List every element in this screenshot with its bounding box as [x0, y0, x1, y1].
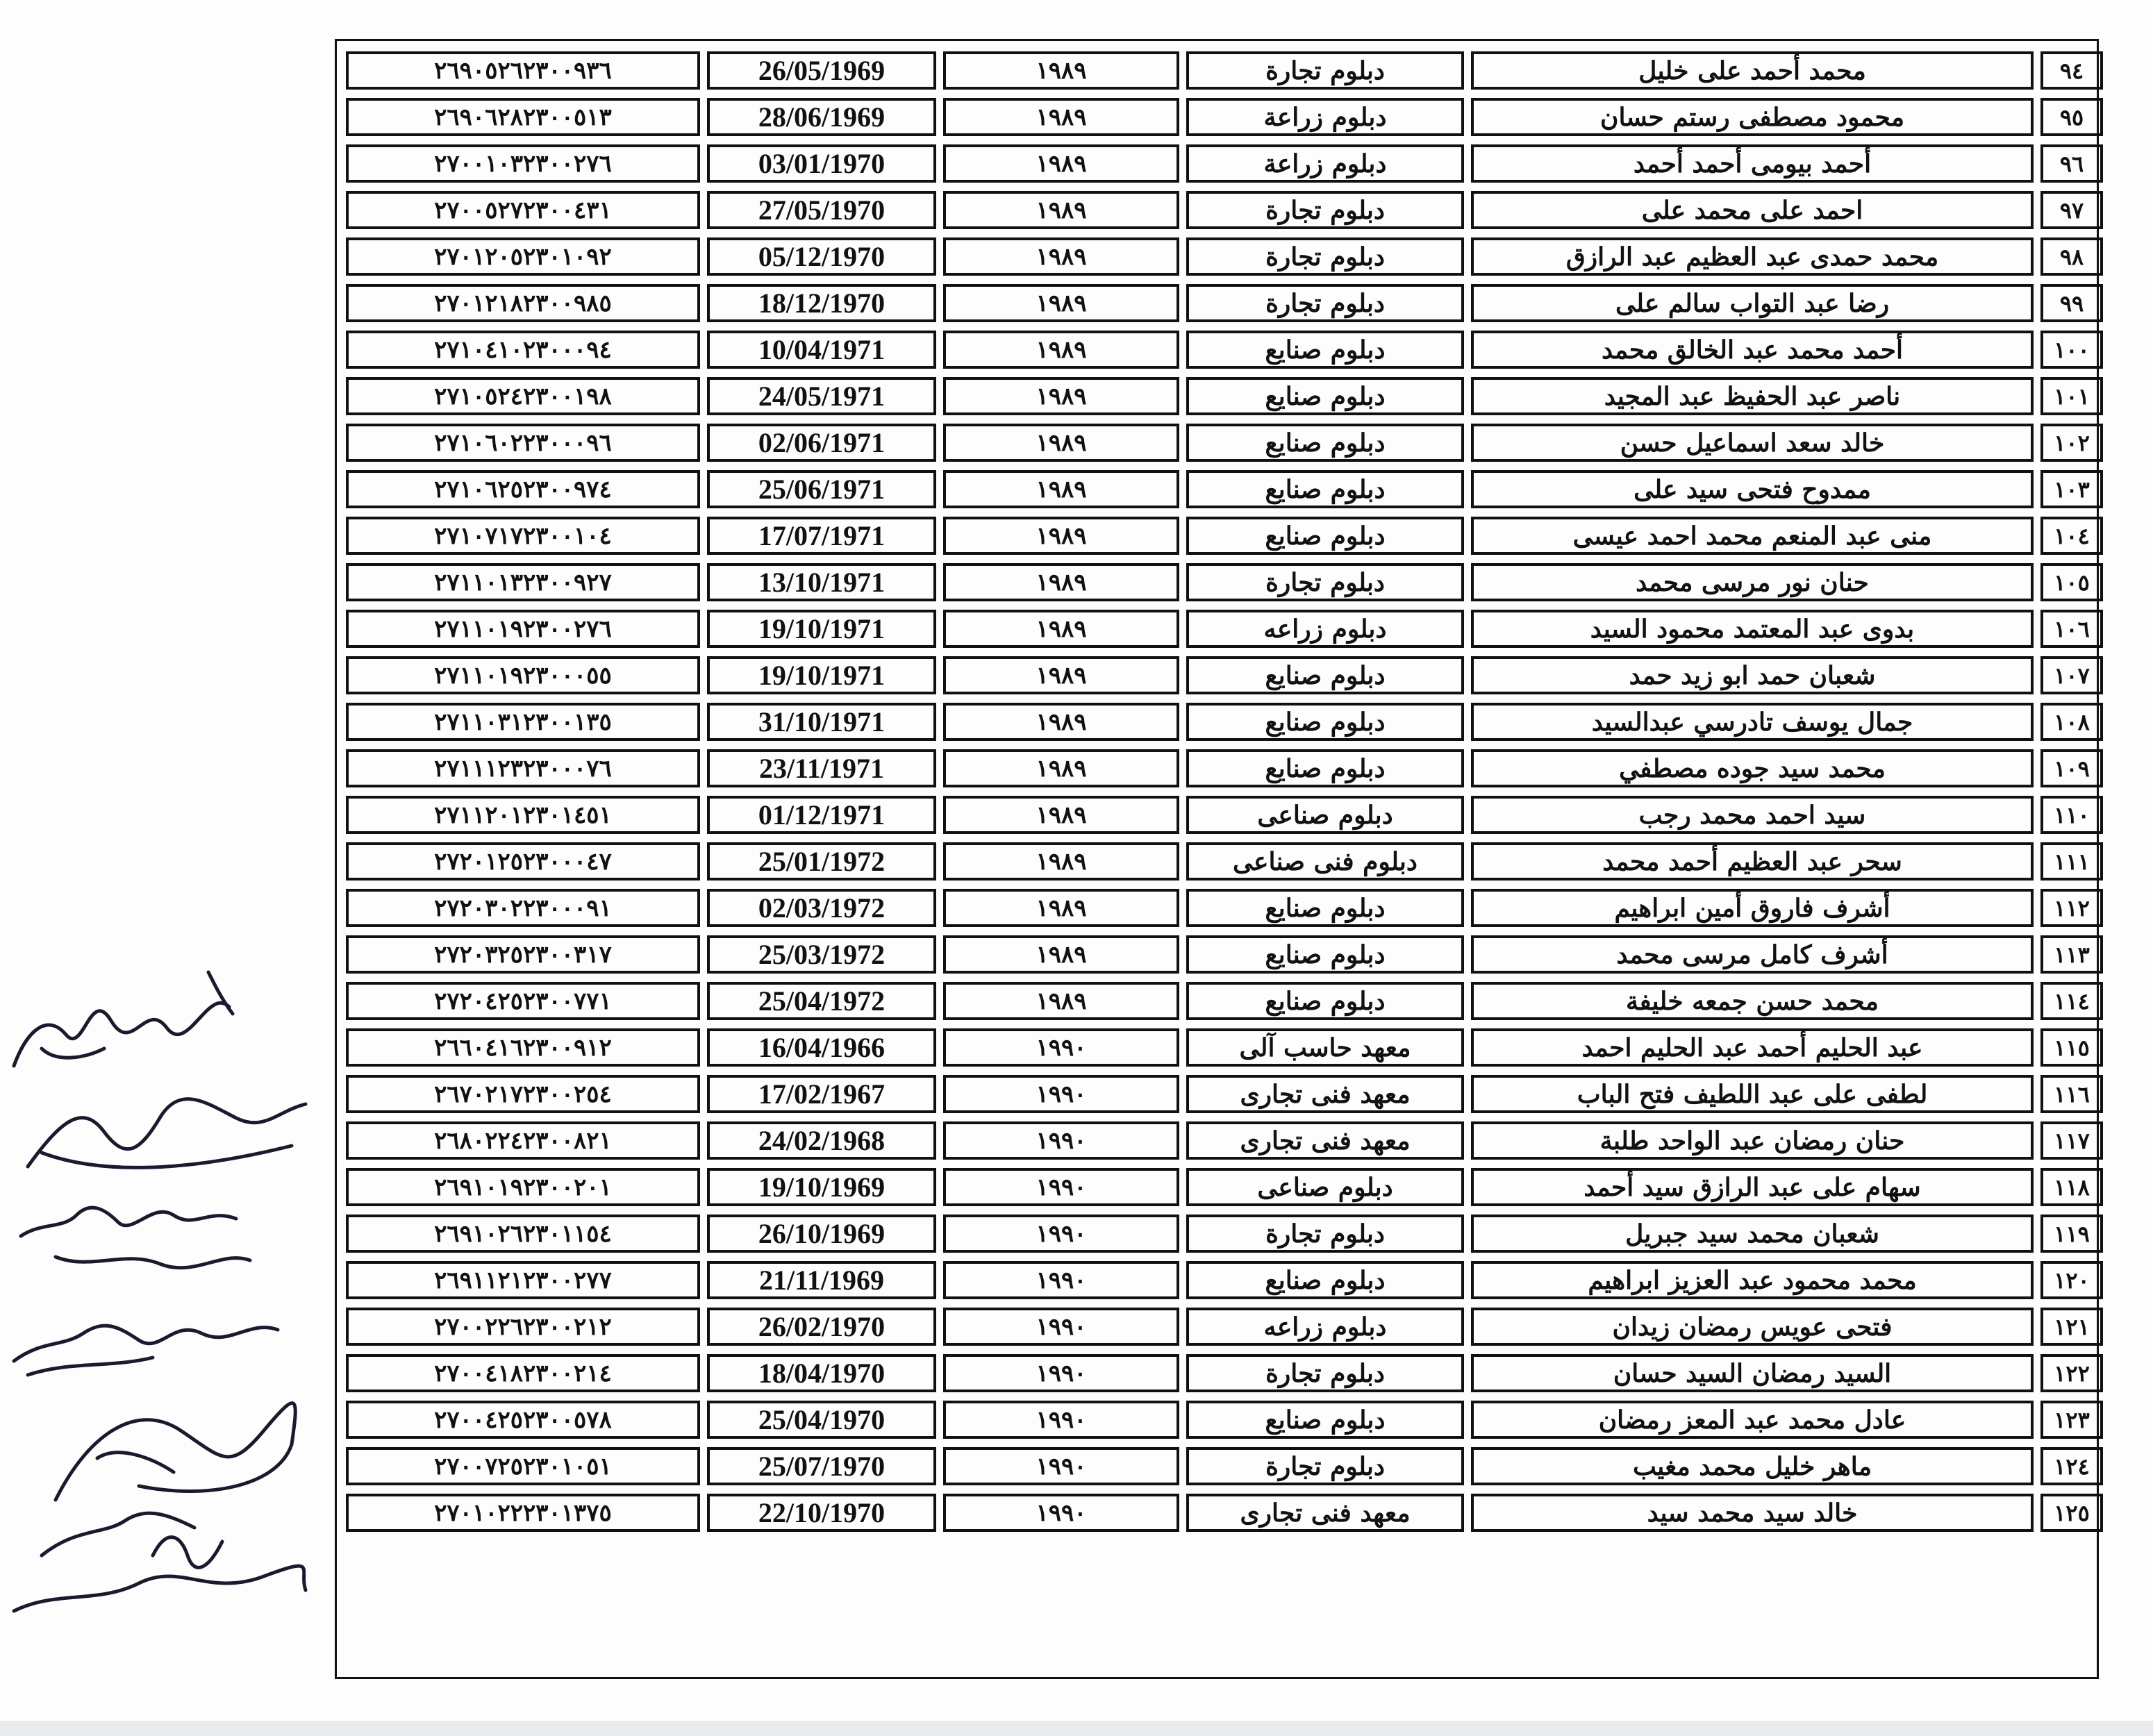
row-number-cell: ١٠٩ [2040, 749, 2103, 787]
birth-date-cell: 19/10/1971 [707, 610, 936, 648]
qualification-cell: دبلوم تجارة [1186, 51, 1464, 90]
full-name-cell: ممدوح فتحى سيد على [1471, 470, 2034, 508]
national-id-cell: ٢٧١١١٢٣٢٣٠٠٠٧٦ [346, 749, 700, 787]
graduation-year-cell: ١٩٩٠ [943, 1401, 1179, 1439]
qualification-cell: معهد فنى تجارى [1186, 1121, 1464, 1160]
table-row [346, 517, 2103, 555]
full-name-cell: محمود مصطفى رستم حسان [1471, 98, 2034, 136]
full-name-cell: سهام على عبد الرازق سيد أحمد [1471, 1168, 2034, 1206]
national-id-cell: ٢٧٠٠١٠٣٢٣٠٠٢٧٦ [346, 144, 700, 183]
qualification-cell: دبلوم زراعه [1186, 610, 1464, 648]
full-name-cell: أشرف كامل مرسى محمد [1471, 935, 2034, 974]
row-number-cell: ١١٨ [2040, 1168, 2103, 1206]
graduation-year-cell: ١٩٩٠ [943, 1121, 1179, 1160]
row-number-cell: ١١٠ [2040, 796, 2103, 834]
row-number-cell: ٩٨ [2040, 237, 2103, 276]
graduation-year-cell: ١٩٨٩ [943, 51, 1179, 90]
table-row [346, 98, 2103, 136]
graduation-year-cell: ١٩٨٩ [943, 703, 1179, 741]
birth-date-cell: 18/04/1970 [707, 1354, 936, 1392]
qualification-cell: دبلوم صناعى [1186, 1168, 1464, 1206]
qualification-cell: دبلوم صنايع [1186, 517, 1464, 555]
graduation-year-cell: ١٩٨٩ [943, 237, 1179, 276]
table-row [346, 656, 2103, 694]
table-row [346, 1075, 2103, 1113]
full-name-cell: أشرف فاروق أمين ابراهيم [1471, 889, 2034, 927]
national-id-cell: ٢٧٠٠٥٢٧٢٣٠٠٤٣١ [346, 191, 700, 229]
national-id-cell: ٢٦٩١٠١٩٢٣٠٠٢٠١ [346, 1168, 700, 1206]
table-row [346, 982, 2103, 1020]
birth-date-cell: 26/05/1969 [707, 51, 936, 90]
graduation-year-cell: ١٩٨٩ [943, 517, 1179, 555]
row-number-cell: ١١٩ [2040, 1215, 2103, 1253]
graduation-year-cell: ١٩٨٩ [943, 935, 1179, 974]
table-row [346, 1494, 2103, 1532]
qualification-cell: دبلوم صنايع [1186, 703, 1464, 741]
national-id-cell: ٢٦٩٠٥٢٦٢٣٠٠٩٣٦ [346, 51, 700, 90]
full-name-cell: خالد سعد اسماعيل حسن [1471, 424, 2034, 462]
birth-date-cell: 25/04/1970 [707, 1401, 936, 1439]
full-name-cell: سيد احمد محمد رجب [1471, 796, 2034, 834]
birth-date-cell: 23/11/1971 [707, 749, 936, 787]
qualification-cell: دبلوم صنايع [1186, 656, 1464, 694]
national-id-cell: ٢٧٠٠٢٢٦٢٣٠٠٢١٢ [346, 1308, 700, 1346]
graduation-year-cell: ١٩٨٩ [943, 982, 1179, 1020]
graduation-year-cell: ١٩٩٠ [943, 1075, 1179, 1113]
qualification-cell: دبلوم صناعى [1186, 796, 1464, 834]
table-row [346, 51, 2103, 90]
table-row [346, 1354, 2103, 1392]
table-row [346, 935, 2103, 974]
birth-date-cell: 21/11/1969 [707, 1261, 936, 1299]
full-name-cell: جمال يوسف تادرسي عبدالسيد [1471, 703, 2034, 741]
table-row [346, 284, 2103, 322]
graduation-year-cell: ١٩٨٩ [943, 331, 1179, 369]
row-number-cell: ١٢٥ [2040, 1494, 2103, 1532]
national-id-cell: ٢٦٧٠٢١٧٢٣٠٠٢٥٤ [346, 1075, 700, 1113]
birth-date-cell: 17/07/1971 [707, 517, 936, 555]
birth-date-cell: 02/06/1971 [707, 424, 936, 462]
graduation-year-cell: ١٩٩٠ [943, 1494, 1179, 1532]
birth-date-cell: 25/03/1972 [707, 935, 936, 974]
row-number-cell: ١١٦ [2040, 1075, 2103, 1113]
row-number-cell: ٩٦ [2040, 144, 2103, 183]
full-name-cell: محمد حسن جمعه خليفة [1471, 982, 2034, 1020]
national-id-cell: ٢٧٢٠١٢٥٢٣٠٠٠٤٧ [346, 842, 700, 880]
birth-date-cell: 19/10/1971 [707, 656, 936, 694]
national-id-cell: ٢٧١٠٤١٠٢٣٠٠٠٩٤ [346, 331, 700, 369]
table-row [346, 563, 2103, 601]
graduation-year-cell: ١٩٨٩ [943, 191, 1179, 229]
graduation-year-cell: ١٩٨٩ [943, 749, 1179, 787]
row-number-cell: ١٢١ [2040, 1308, 2103, 1346]
qualification-cell: دبلوم صنايع [1186, 377, 1464, 415]
graduation-year-cell: ١٩٨٩ [943, 424, 1179, 462]
national-id-cell: ٢٧١٠٦٢٥٢٣٠٠٩٧٤ [346, 470, 700, 508]
graduation-year-cell: ١٩٨٩ [943, 842, 1179, 880]
row-number-cell: ١٢٤ [2040, 1447, 2103, 1485]
row-number-cell: ١١١ [2040, 842, 2103, 880]
full-name-cell: شعبان حمد ابو زيد حمد [1471, 656, 2034, 694]
table-row [346, 842, 2103, 880]
table-row [346, 1401, 2103, 1439]
table-row [346, 1121, 2103, 1160]
row-number-cell: ١٢٣ [2040, 1401, 2103, 1439]
birth-date-cell: 22/10/1970 [707, 1494, 936, 1532]
graduation-year-cell: ١٩٨٩ [943, 98, 1179, 136]
graduation-year-cell: ١٩٩٠ [943, 1261, 1179, 1299]
full-name-cell: محمد محمود عبد العزيز ابراهيم [1471, 1261, 2034, 1299]
qualification-cell: دبلوم زراعه [1186, 1308, 1464, 1346]
records-table [339, 43, 2110, 1540]
qualification-cell: دبلوم صنايع [1186, 1261, 1464, 1299]
national-id-cell: ٢٧٢٠٣٠٢٢٣٠٠٠٩١ [346, 889, 700, 927]
birth-date-cell: 31/10/1971 [707, 703, 936, 741]
qualification-cell: دبلوم صنايع [1186, 982, 1464, 1020]
qualification-cell: معهد حاسب آلى [1186, 1028, 1464, 1067]
full-name-cell: محمد حمدى عبد العظيم عبد الرازق [1471, 237, 2034, 276]
qualification-cell: معهد فنى تجارى [1186, 1075, 1464, 1113]
table-row [346, 237, 2103, 276]
full-name-cell: عبد الحليم أحمد عبد الحليم احمد [1471, 1028, 2034, 1067]
table-row [346, 1261, 2103, 1299]
table-row [346, 1215, 2103, 1253]
row-number-cell: ١٠٧ [2040, 656, 2103, 694]
row-number-cell: ١٠٨ [2040, 703, 2103, 741]
table-row [346, 796, 2103, 834]
full-name-cell: ماهر خليل محمد مغيب [1471, 1447, 2034, 1485]
full-name-cell: بدوى عبد المعتمد محمود السيد [1471, 610, 2034, 648]
graduation-year-cell: ١٩٩٠ [943, 1028, 1179, 1067]
row-number-cell: ١١٧ [2040, 1121, 2103, 1160]
row-number-cell: ١٠٣ [2040, 470, 2103, 508]
national-id-cell: ٢٧٢٠٣٢٥٢٣٠٠٣١٧ [346, 935, 700, 974]
row-number-cell: ٩٥ [2040, 98, 2103, 136]
national-id-cell: ٢٧٠١٠٢٢٢٣٠١٣٧٥ [346, 1494, 700, 1532]
row-number-cell: ١٠٠ [2040, 331, 2103, 369]
full-name-cell: حنان نور مرسى محمد [1471, 563, 2034, 601]
graduation-year-cell: ١٩٩٠ [943, 1215, 1179, 1253]
national-id-cell: ٢٧١١٠١٣٢٣٠٠٩٢٧ [346, 563, 700, 601]
row-number-cell: ١٠١ [2040, 377, 2103, 415]
birth-date-cell: 18/12/1970 [707, 284, 936, 322]
table-row [346, 703, 2103, 741]
row-number-cell: ١٢٢ [2040, 1354, 2103, 1392]
full-name-cell: محمد أحمد على خليل [1471, 51, 2034, 90]
table-row [346, 749, 2103, 787]
qualification-cell: معهد فنى تجارى [1186, 1494, 1464, 1532]
national-id-cell: ٢٧١٠٥٢٤٢٣٠٠١٩٨ [346, 377, 700, 415]
graduation-year-cell: ١٩٩٠ [943, 1308, 1179, 1346]
full-name-cell: حنان رمضان عبد الواحد طلبة [1471, 1121, 2034, 1160]
full-name-cell: ناصر عبد الحفيظ عبد المجيد [1471, 377, 2034, 415]
qualification-cell: دبلوم زراعة [1186, 144, 1464, 183]
full-name-cell: شعبان محمد سيد جبريل [1471, 1215, 2034, 1253]
qualification-cell: دبلوم تجارة [1186, 237, 1464, 276]
row-number-cell: ١٠٤ [2040, 517, 2103, 555]
qualification-cell: دبلوم صنايع [1186, 1401, 1464, 1439]
national-id-cell: ٢٧١١٠١٩٢٣٠٠٢٧٦ [346, 610, 700, 648]
graduation-year-cell: ١٩٨٩ [943, 377, 1179, 415]
row-number-cell: ١٠٦ [2040, 610, 2103, 648]
qualification-cell: دبلوم صنايع [1186, 935, 1464, 974]
row-number-cell: ١١٥ [2040, 1028, 2103, 1067]
row-number-cell: ١٠٥ [2040, 563, 2103, 601]
national-id-cell: ٢٦٩١١٢١٢٣٠٠٢٧٧ [346, 1261, 700, 1299]
birth-date-cell: 17/02/1967 [707, 1075, 936, 1113]
table-row [346, 1308, 2103, 1346]
qualification-cell: دبلوم صنايع [1186, 749, 1464, 787]
graduation-year-cell: ١٩٩٠ [943, 1168, 1179, 1206]
table-row [346, 331, 2103, 369]
qualification-cell: دبلوم تجارة [1186, 191, 1464, 229]
birth-date-cell: 26/10/1969 [707, 1215, 936, 1253]
birth-date-cell: 28/06/1969 [707, 98, 936, 136]
handwritten-signatures [0, 944, 326, 1639]
birth-date-cell: 25/01/1972 [707, 842, 936, 880]
records-table-body [346, 51, 2103, 1532]
qualification-cell: دبلوم تجارة [1186, 1447, 1464, 1485]
table-row [346, 1028, 2103, 1067]
table-row [346, 191, 2103, 229]
birth-date-cell: 26/02/1970 [707, 1308, 936, 1346]
national-id-cell: ٢٧١١٠١٩٢٣٠٠٠٥٥ [346, 656, 700, 694]
national-id-cell: ٢٧١٠٧١٧٢٣٠٠١٠٤ [346, 517, 700, 555]
birth-date-cell: 24/05/1971 [707, 377, 936, 415]
graduation-year-cell: ١٩٨٩ [943, 656, 1179, 694]
qualification-cell: دبلوم تجارة [1186, 1215, 1464, 1253]
qualification-cell: دبلوم تجارة [1186, 1354, 1464, 1392]
row-number-cell: ٩٤ [2040, 51, 2103, 90]
graduation-year-cell: ١٩٩٠ [943, 1447, 1179, 1485]
table-row [346, 377, 2103, 415]
full-name-cell: محمد سيد جوده مصطفي [1471, 749, 2034, 787]
graduation-year-cell: ١٩٨٩ [943, 563, 1179, 601]
qualification-cell: دبلوم صنايع [1186, 331, 1464, 369]
table-row [346, 144, 2103, 183]
birth-date-cell: 25/07/1970 [707, 1447, 936, 1485]
graduation-year-cell: ١٩٨٩ [943, 796, 1179, 834]
graduation-year-cell: ١٩٨٩ [943, 470, 1179, 508]
full-name-cell: أحمد بيومى أحمد أحمد [1471, 144, 2034, 183]
full-name-cell: عادل محمد عبد المعز رمضان [1471, 1401, 2034, 1439]
full-name-cell: خالد سيد محمد سيد [1471, 1494, 2034, 1532]
birth-date-cell: 27/05/1970 [707, 191, 936, 229]
birth-date-cell: 10/04/1971 [707, 331, 936, 369]
scan-bottom-strip [0, 1721, 2153, 1736]
row-number-cell: ١١٣ [2040, 935, 2103, 974]
full-name-cell: منى عبد المنعم محمد احمد عيسى [1471, 517, 2034, 555]
birth-date-cell: 25/06/1971 [707, 470, 936, 508]
row-number-cell: ١١٤ [2040, 982, 2103, 1020]
row-number-cell: ١١٢ [2040, 889, 2103, 927]
graduation-year-cell: ١٩٨٩ [943, 889, 1179, 927]
qualification-cell: دبلوم زراعة [1186, 98, 1464, 136]
birth-date-cell: 19/10/1969 [707, 1168, 936, 1206]
qualification-cell: دبلوم تجارة [1186, 284, 1464, 322]
national-id-cell: ٢٧٠٠٧٢٥٢٣٠١٠٥١ [346, 1447, 700, 1485]
national-id-cell: ٢٧٠٠٤٢٥٢٣٠٠٥٧٨ [346, 1401, 700, 1439]
full-name-cell: رضا عبد التواب سالم على [1471, 284, 2034, 322]
national-id-cell: ٢٧١١٠٣١٢٣٠٠١٣٥ [346, 703, 700, 741]
full-name-cell: السيد رمضان السيد حسان [1471, 1354, 2034, 1392]
qualification-cell: دبلوم صنايع [1186, 470, 1464, 508]
graduation-year-cell: ١٩٨٩ [943, 144, 1179, 183]
national-id-cell: ٢٧٢٠٤٢٥٢٣٠٠٧٧١ [346, 982, 700, 1020]
national-id-cell: ٢٧٠٠٤١٨٢٣٠٠٢١٤ [346, 1354, 700, 1392]
graduation-year-cell: ١٩٨٩ [943, 610, 1179, 648]
full-name-cell: لطفى على عبد اللطيف فتح الباب [1471, 1075, 2034, 1113]
birth-date-cell: 03/01/1970 [707, 144, 936, 183]
full-name-cell: فتحى عويس رمضان زيدان [1471, 1308, 2034, 1346]
graduation-year-cell: ١٩٨٩ [943, 284, 1179, 322]
national-id-cell: ٢٧١٠٦٠٢٢٣٠٠٠٩٦ [346, 424, 700, 462]
birth-date-cell: 02/03/1972 [707, 889, 936, 927]
qualification-cell: دبلوم صنايع [1186, 424, 1464, 462]
table-row [346, 1168, 2103, 1206]
table-row [346, 610, 2103, 648]
qualification-cell: دبلوم فنى صناعى [1186, 842, 1464, 880]
national-id-cell: ٢٧٠١٢٠٥٢٣٠١٠٩٢ [346, 237, 700, 276]
national-id-cell: ٢٧٠١٢١٨٢٣٠٠٩٨٥ [346, 284, 700, 322]
birth-date-cell: 16/04/1966 [707, 1028, 936, 1067]
birth-date-cell: 01/12/1971 [707, 796, 936, 834]
national-id-cell: ٢٦٨٠٢٢٤٢٣٠٠٨٢١ [346, 1121, 700, 1160]
national-id-cell: ٢٧١١٢٠١٢٣٠١٤٥١ [346, 796, 700, 834]
full-name-cell: أحمد محمد عبد الخالق محمد [1471, 331, 2034, 369]
row-number-cell: ١٠٢ [2040, 424, 2103, 462]
table-row [346, 424, 2103, 462]
full-name-cell: سحر عبد العظيم أحمد محمد [1471, 842, 2034, 880]
birth-date-cell: 05/12/1970 [707, 237, 936, 276]
qualification-cell: دبلوم تجارة [1186, 563, 1464, 601]
national-id-cell: ٢٦٦٠٤١٦٢٣٠٠٩١٢ [346, 1028, 700, 1067]
table-row [346, 470, 2103, 508]
graduation-year-cell: ١٩٩٠ [943, 1354, 1179, 1392]
national-id-cell: ٢٦٩١٠٢٦٢٣٠١١٥٤ [346, 1215, 700, 1253]
full-name-cell: احمد على محمد على [1471, 191, 2034, 229]
birth-date-cell: 24/02/1968 [707, 1121, 936, 1160]
national-id-cell: ٢٦٩٠٦٢٨٢٣٠٠٥١٣ [346, 98, 700, 136]
row-number-cell: ٩٧ [2040, 191, 2103, 229]
table-row [346, 889, 2103, 927]
table-row [346, 1447, 2103, 1485]
birth-date-cell: 25/04/1972 [707, 982, 936, 1020]
row-number-cell: ٩٩ [2040, 284, 2103, 322]
qualification-cell: دبلوم صنايع [1186, 889, 1464, 927]
row-number-cell: ١٢٠ [2040, 1261, 2103, 1299]
birth-date-cell: 13/10/1971 [707, 563, 936, 601]
